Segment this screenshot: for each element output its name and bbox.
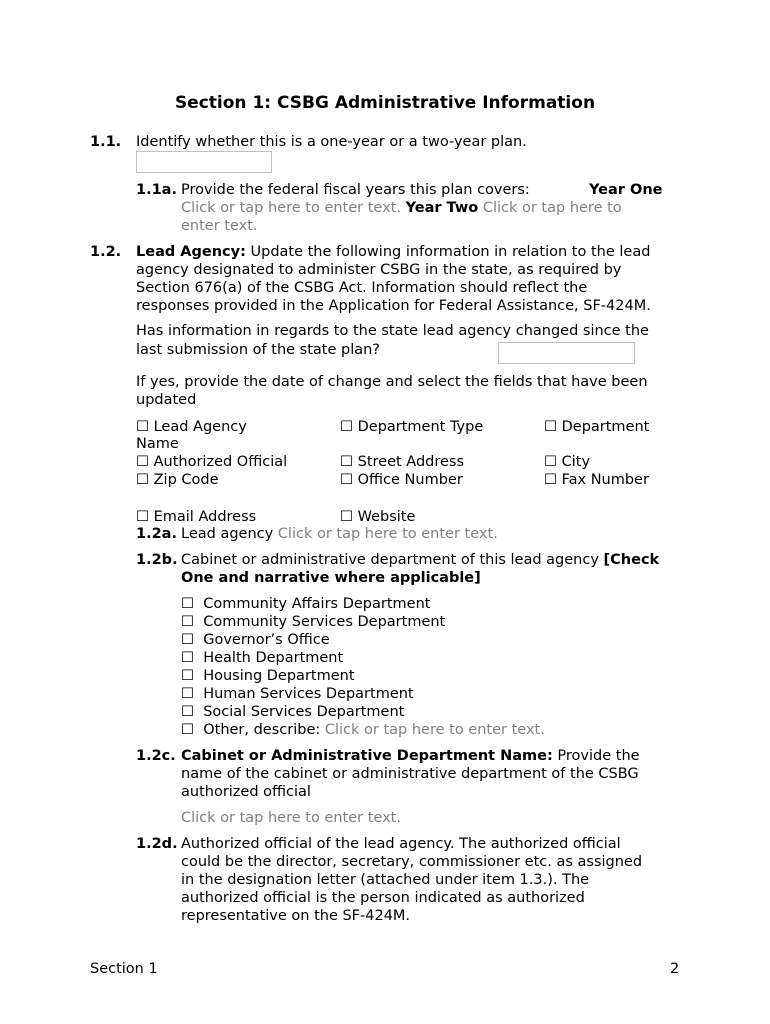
checkbox-office-number[interactable]	[340, 471, 463, 489]
option-label: Housing Department	[203, 668, 355, 684]
checkbox-label: Website	[357, 509, 416, 525]
q1-2d-line-5: representative on the SF-424M.	[181, 908, 411, 924]
checkbox-icon: ☐	[181, 686, 194, 702]
option-label: Community Affairs Department	[203, 596, 431, 612]
option-label: Human Services Department	[203, 686, 414, 702]
year-two-input-continued[interactable]: enter text.	[181, 218, 258, 234]
option-label: Social Services Department	[203, 704, 405, 720]
option-label: Community Services Department	[203, 614, 446, 630]
checkbox-city[interactable]	[544, 453, 590, 471]
option-health[interactable]	[181, 649, 343, 667]
q1-2-line-1	[136, 243, 650, 261]
q1-2a-line	[181, 525, 498, 543]
option-human-services[interactable]	[181, 685, 414, 703]
option-social-services[interactable]	[181, 703, 404, 721]
lead-agency-changed-dropdown[interactable]	[498, 342, 635, 364]
checkbox-icon: ☐	[340, 509, 353, 525]
checkbox-lead-agency-name-wrap: Name	[136, 436, 179, 452]
option-other[interactable]	[181, 721, 545, 739]
q1-2b-text: Cabinet or administrative department of this lead agency	[181, 552, 599, 568]
q1-2d-line-1: Authorized official of the lead agency. The authorized official	[181, 836, 621, 852]
q1-1a-line-2	[181, 199, 622, 217]
year-two-input[interactable]: Click or tap here to	[482, 200, 622, 216]
checkbox-icon: ☐	[340, 454, 353, 470]
other-describe-input[interactable]: Click or tap here to enter text.	[324, 722, 545, 738]
q1-1a-text: Provide the federal fiscal years this plan covers:	[181, 182, 530, 198]
q1-2d-line-3: in the designation letter (attached under item 1.3.). The	[181, 872, 590, 888]
q1-1-text: Identify whether this is a one-year or a two-year plan.	[136, 134, 527, 150]
q1-1a-number: 1.1a.	[136, 182, 177, 198]
footer-page-number: 2	[670, 961, 680, 977]
if-yes-line-2: updated	[136, 392, 197, 408]
changed-question-line-2: last submission of the state plan?	[136, 342, 381, 358]
q1-2b-instruction-continued: One and narrative where applicable]	[181, 570, 481, 586]
option-governors-office[interactable]	[181, 631, 330, 649]
year-two-label: Year Two	[405, 200, 479, 216]
checkbox-icon: ☐	[181, 650, 194, 666]
q1-2c-line-1	[181, 747, 640, 765]
checkbox-label: Fax Number	[561, 472, 649, 488]
option-community-affairs[interactable]	[181, 595, 430, 613]
checkbox-label: Zip Code	[153, 472, 219, 488]
q1-2-line-2: agency designated to administer CSBG in the state, as required by	[136, 262, 622, 278]
checkbox-street-address[interactable]	[340, 453, 464, 471]
checkbox-label: Authorized Official	[153, 454, 288, 470]
checkbox-label: Email Address	[153, 509, 257, 525]
q1-2c-line-3: authorized official	[181, 784, 311, 800]
q1-2c-bold: Cabinet or Administrative Department Name:	[181, 748, 553, 764]
checkbox-label: Lead Agency	[153, 419, 247, 435]
q1-2a-number: 1.2a.	[136, 526, 177, 542]
checkbox-fax-number[interactable]	[544, 471, 649, 489]
q1-2d-line-4: authorized official is the person indicated as authorized	[181, 890, 585, 906]
checkbox-icon: ☐	[181, 704, 194, 720]
q1-2-line-3: Section 676(a) of the CSBG Act. Information should reflect the	[136, 280, 588, 296]
checkbox-zip-code[interactable]	[136, 471, 219, 489]
q1-2d-line-2: could be the director, secretary, commissioner etc. as assigned	[181, 854, 643, 870]
lead-agency-input[interactable]: Click or tap here to enter text.	[277, 526, 498, 542]
checkbox-icon: ☐	[544, 454, 557, 470]
option-label: Health Department	[203, 650, 344, 666]
q1-2a-text: Lead agency	[181, 526, 274, 542]
if-yes-line-1: If yes, provide the date of change and select the fields that have been	[136, 374, 648, 390]
checkbox-icon: ☐	[340, 472, 353, 488]
checkbox-label: Street Address	[357, 454, 465, 470]
checkbox-department[interactable]	[544, 418, 649, 436]
checkbox-icon: ☐	[544, 472, 557, 488]
page-title: Section 1: CSBG Administrative Information	[174, 93, 596, 113]
option-community-services[interactable]	[181, 613, 445, 631]
checkbox-department-type[interactable]	[340, 418, 483, 436]
checkbox-label: Office Number	[357, 472, 463, 488]
checkbox-label: City	[561, 454, 591, 470]
checkbox-icon: ☐	[181, 632, 194, 648]
checkbox-label: Department	[561, 419, 650, 435]
option-label: Other, describe:	[203, 722, 321, 738]
option-housing[interactable]	[181, 667, 355, 685]
q1-2-line-4: responses provided in the Application for Federal Assistance, SF-424M.	[136, 298, 651, 314]
checkbox-icon: ☐	[136, 509, 149, 525]
footer-section: Section 1	[90, 961, 158, 977]
checkbox-website[interactable]	[340, 508, 415, 526]
checkbox-icon: ☐	[136, 419, 149, 435]
q1-2-text-1: Update the following information in relation to the lead	[245, 244, 651, 260]
checkbox-icon: ☐	[544, 419, 557, 435]
q1-2c-number: 1.2c.	[136, 748, 176, 764]
lead-agency-label: Lead Agency:	[136, 244, 246, 260]
q1-2c-line-2: name of the cabinet or administrative department of the CSBG	[181, 766, 639, 782]
q1-2b-line-1	[181, 551, 659, 569]
checkbox-icon: ☐	[136, 454, 149, 470]
checkbox-email-address[interactable]	[136, 508, 256, 526]
q1-2b-instruction: [Check	[603, 552, 660, 568]
plan-length-dropdown[interactable]	[136, 151, 272, 173]
checkbox-icon: ☐	[181, 596, 194, 612]
checkbox-authorized-official[interactable]	[136, 453, 287, 471]
checkbox-icon: ☐	[136, 472, 149, 488]
year-one-label: Year One	[589, 182, 663, 198]
checkbox-label: Department Type	[357, 419, 484, 435]
checkbox-icon: ☐	[181, 668, 194, 684]
checkbox-icon: ☐	[181, 614, 194, 630]
year-one-input[interactable]: Click or tap here to enter text.	[181, 200, 401, 216]
option-label: Governor’s Office	[203, 632, 330, 648]
checkbox-lead-agency-name[interactable]	[136, 418, 247, 436]
department-name-input[interactable]: Click or tap here to enter text.	[181, 810, 401, 826]
q1-2c-text-1: Provide the	[552, 748, 640, 764]
q1-2-number: 1.2.	[90, 244, 122, 260]
checkbox-icon: ☐	[340, 419, 353, 435]
q1-2d-number: 1.2d.	[136, 836, 178, 852]
changed-question-line-1: Has information in regards to the state lead agency changed since the	[136, 323, 649, 339]
q1-2b-number: 1.2b.	[136, 552, 178, 568]
checkbox-icon: ☐	[181, 722, 194, 738]
q1-1-number: 1.1.	[90, 134, 122, 150]
